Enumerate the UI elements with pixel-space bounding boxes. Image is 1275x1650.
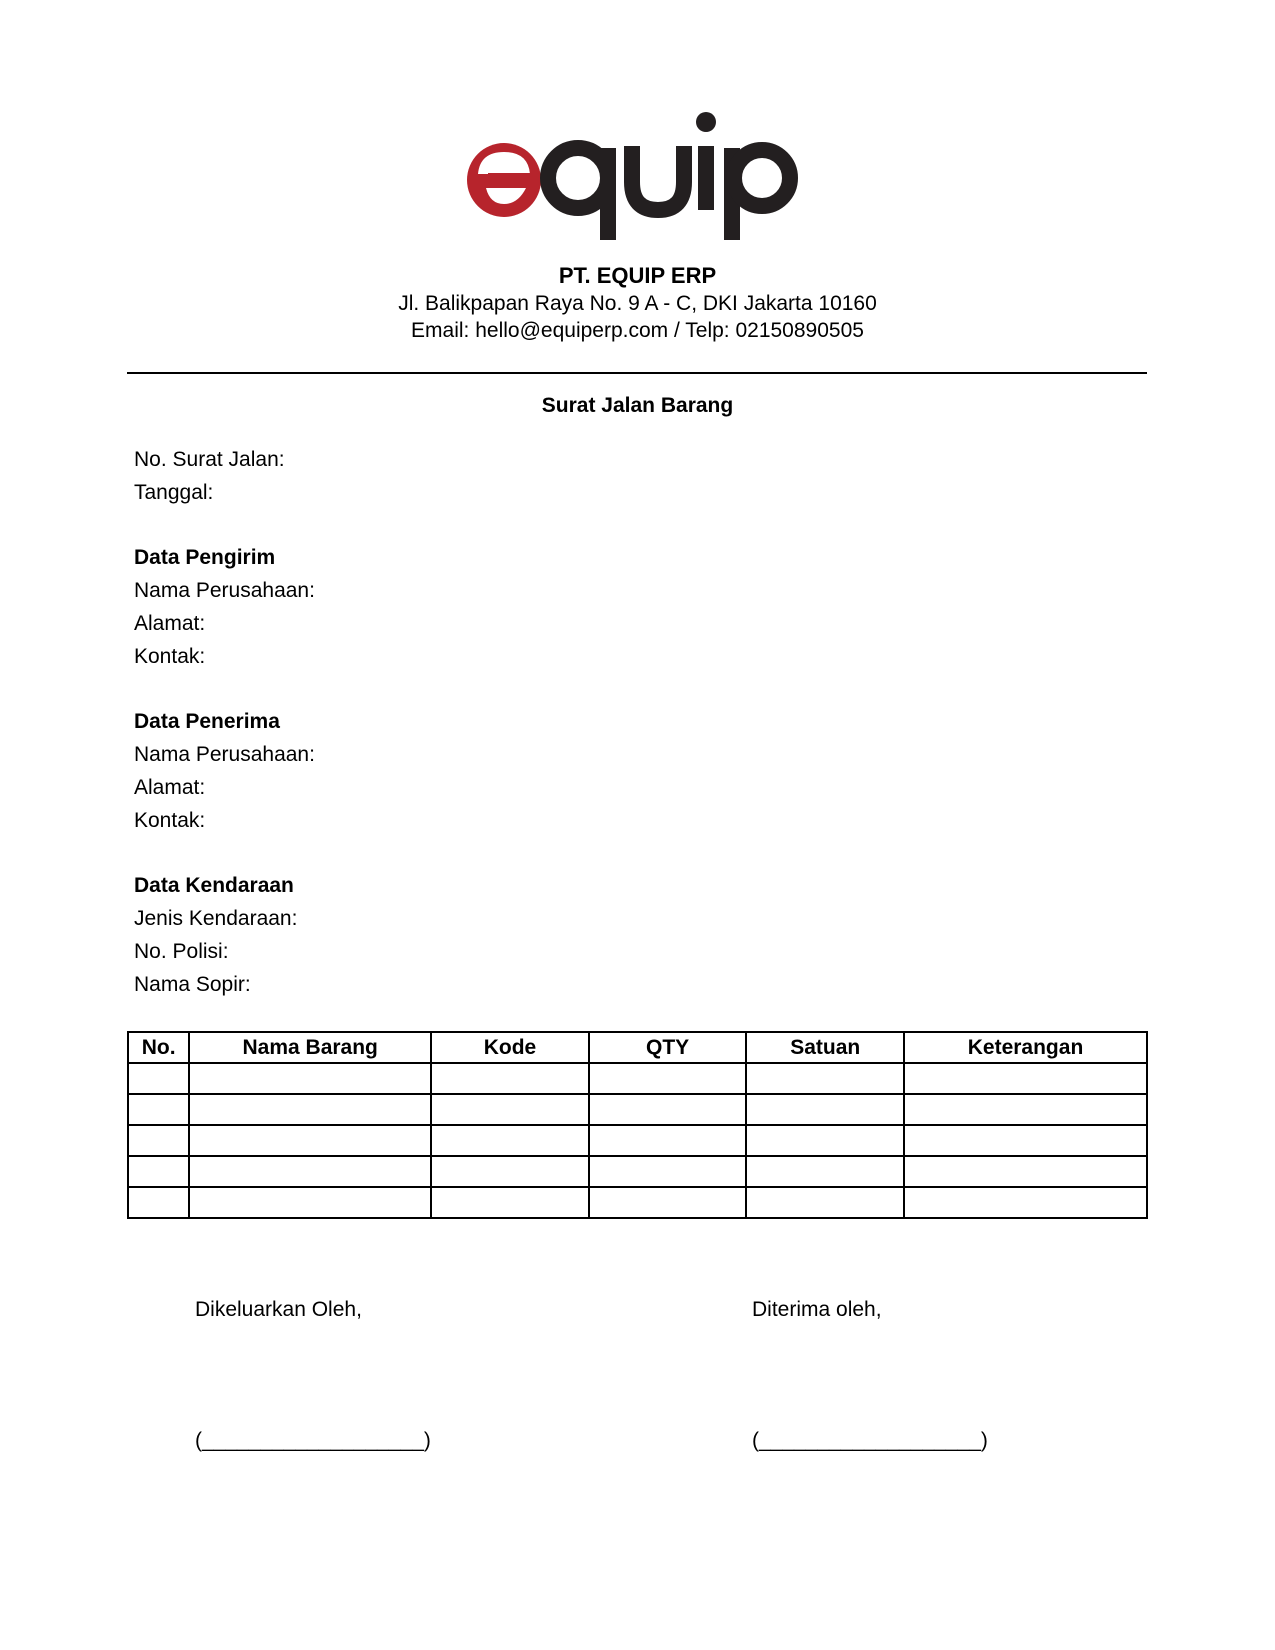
header-divider <box>127 372 1147 374</box>
section-kendaraan-heading: Data Kendaraan <box>134 874 294 898</box>
table-cell <box>746 1156 904 1187</box>
table-cell <box>904 1125 1147 1156</box>
table-cell <box>189 1125 431 1156</box>
table-cell <box>431 1125 589 1156</box>
table-cell <box>189 1187 431 1218</box>
field-no-surat-jalan: No. Surat Jalan: <box>134 448 285 471</box>
table-cell <box>589 1094 747 1125</box>
table-row <box>128 1125 1147 1156</box>
table-cell <box>746 1125 904 1156</box>
table-cell <box>128 1125 189 1156</box>
section-pengirim-heading: Data Pengirim <box>134 546 276 570</box>
field-penerima-nama-perusahaan: Nama Perusahaan: <box>134 743 315 767</box>
table-cell <box>431 1156 589 1187</box>
table-row <box>128 1094 1147 1125</box>
table-cell <box>431 1187 589 1218</box>
table-cell <box>431 1094 589 1125</box>
table-cell <box>128 1063 189 1094</box>
table-row <box>128 1187 1147 1218</box>
table-cell <box>904 1063 1147 1094</box>
company-header <box>0 262 1275 344</box>
field-penerima-alamat: Alamat: <box>134 775 206 799</box>
field-nama-sopir: Nama Sopir: <box>134 972 251 996</box>
column-header-qty: QTY <box>589 1032 747 1063</box>
table-cell <box>746 1094 904 1125</box>
signature-receiver-line <box>752 1429 988 1453</box>
field-pengirim-kontak: Kontak: <box>134 644 206 668</box>
table-cell <box>128 1156 189 1187</box>
column-header-satuan: Satuan <box>746 1032 904 1063</box>
column-header-no: No. <box>128 1032 189 1063</box>
field-jenis-kendaraan: Jenis Kendaraan: <box>134 907 298 931</box>
column-header-kode: Kode <box>431 1032 589 1063</box>
field-tanggal: Tanggal: <box>134 480 214 504</box>
table-cell <box>904 1094 1147 1125</box>
table-cell <box>589 1125 747 1156</box>
table-cell <box>189 1156 431 1187</box>
document-title: Surat Jalan Barang <box>541 394 734 417</box>
table-header-row <box>128 1032 1147 1063</box>
signature-receiver-blank: (___________________) <box>752 1429 988 1452</box>
equip-logo-mark <box>466 112 806 247</box>
signature-issuer-label: Dikeluarkan Oleh, <box>195 1298 362 1321</box>
table-cell <box>189 1063 431 1094</box>
table-cell <box>589 1156 747 1187</box>
items-table <box>127 1031 1148 1219</box>
table-cell <box>746 1187 904 1218</box>
equip-logo <box>466 112 806 247</box>
table-cell <box>904 1156 1147 1187</box>
signature-receiver-label: Diterima oleh, <box>752 1298 882 1321</box>
table-row <box>128 1156 1147 1187</box>
table-cell <box>589 1187 747 1218</box>
table-cell <box>431 1063 589 1094</box>
company-name: PT. EQUIP ERP <box>558 263 717 288</box>
company-address: Jl. Balikpapan Raya No. 9 A - C, DKI Jakarta 10160 <box>398 292 877 315</box>
column-header-keterangan: Keterangan <box>904 1032 1147 1063</box>
section-penerima-heading: Data Penerima <box>134 710 280 734</box>
table-cell <box>128 1187 189 1218</box>
table-cell <box>128 1094 189 1125</box>
field-pengirim-alamat: Alamat: <box>134 611 206 635</box>
table-cell <box>589 1063 747 1094</box>
company-contact: Email: hello@equiperp.com / Telp: 02150890505 <box>411 319 864 342</box>
table-cell <box>904 1187 1147 1218</box>
field-penerima-kontak: Kontak: <box>134 808 206 832</box>
table-cell <box>189 1094 431 1125</box>
table-cell <box>746 1063 904 1094</box>
document-fields <box>134 444 315 1002</box>
field-pengirim-nama-perusahaan: Nama Perusahaan: <box>134 579 315 603</box>
field-no-polisi: No. Polisi: <box>134 939 229 963</box>
column-header-nama-barang: Nama Barang <box>189 1032 431 1063</box>
table-row <box>128 1063 1147 1094</box>
signature-issuer-blank: (___________________) <box>195 1429 431 1452</box>
signature-issuer-line <box>195 1429 431 1453</box>
